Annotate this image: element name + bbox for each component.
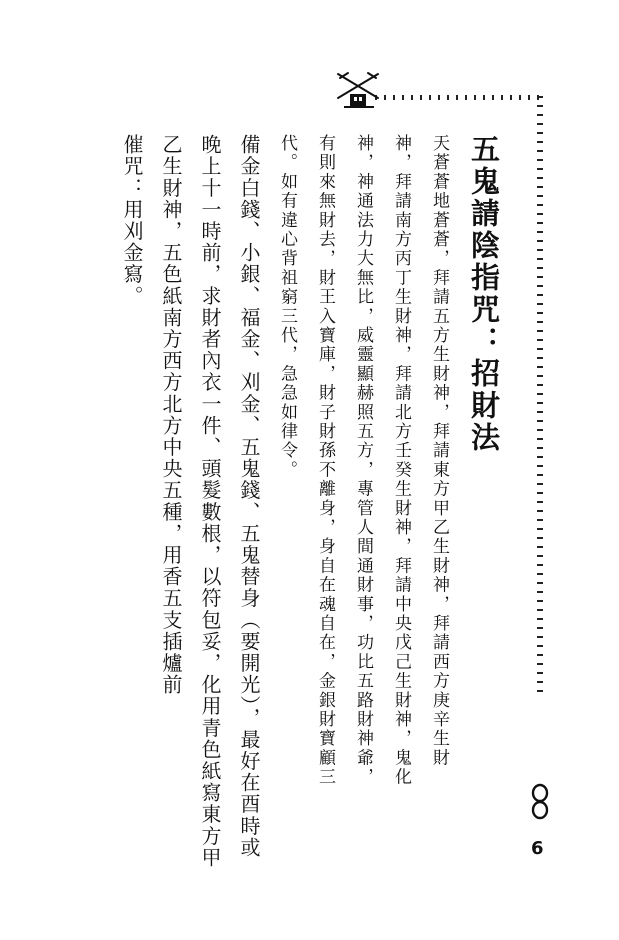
incantation-column-3: 神，神通法力大無比，威靈顯赫照五方，專管人間通財事，功比五路財神爺， [353, 134, 373, 787]
page-heading: 五鬼請陰指咒：招財法 [467, 134, 501, 454]
instruction-column-2: 晚上十一時前，求財者內衣一件、頭髮數根，以符包妥，化用青色紙寫東方甲 [198, 134, 222, 869]
incantation-column-5: 代。如有違心背祖窮三代，急急如律令。 [277, 134, 297, 480]
page-number: 6 [531, 838, 544, 859]
rope-border-top [372, 92, 540, 102]
instruction-column-4: 催咒：用刈金寫。 [120, 134, 144, 307]
rope-border-right [533, 93, 547, 693]
instruction-column-3: 乙生財神，五色紙南方西方北方中央五種，用香五支插爐前 [159, 134, 183, 696]
instruction-column-1: 備金白錢、小銀、福金、刈金、五鬼錢、五鬼替身（要開光），最好在酉時或 [237, 134, 261, 859]
knot-icon [528, 782, 552, 822]
incantation-column-2: 神，拜請南方丙丁生財神，拜請北方壬癸生財神，拜請中央戊己生財神，鬼化 [391, 134, 411, 787]
incantation-column-4: 有則來無財去，財王入寶庫，財子財孫不離身，身自在魂自在，金銀財寶顧三 [315, 134, 335, 787]
incantation-column-1: 天蒼蒼地蒼蒼，拜請五方生財神，拜請東方甲乙生財神，拜請西方庚辛生財 [429, 134, 449, 768]
windmill-icon [334, 66, 382, 110]
vertical-text-block [120, 134, 510, 869]
